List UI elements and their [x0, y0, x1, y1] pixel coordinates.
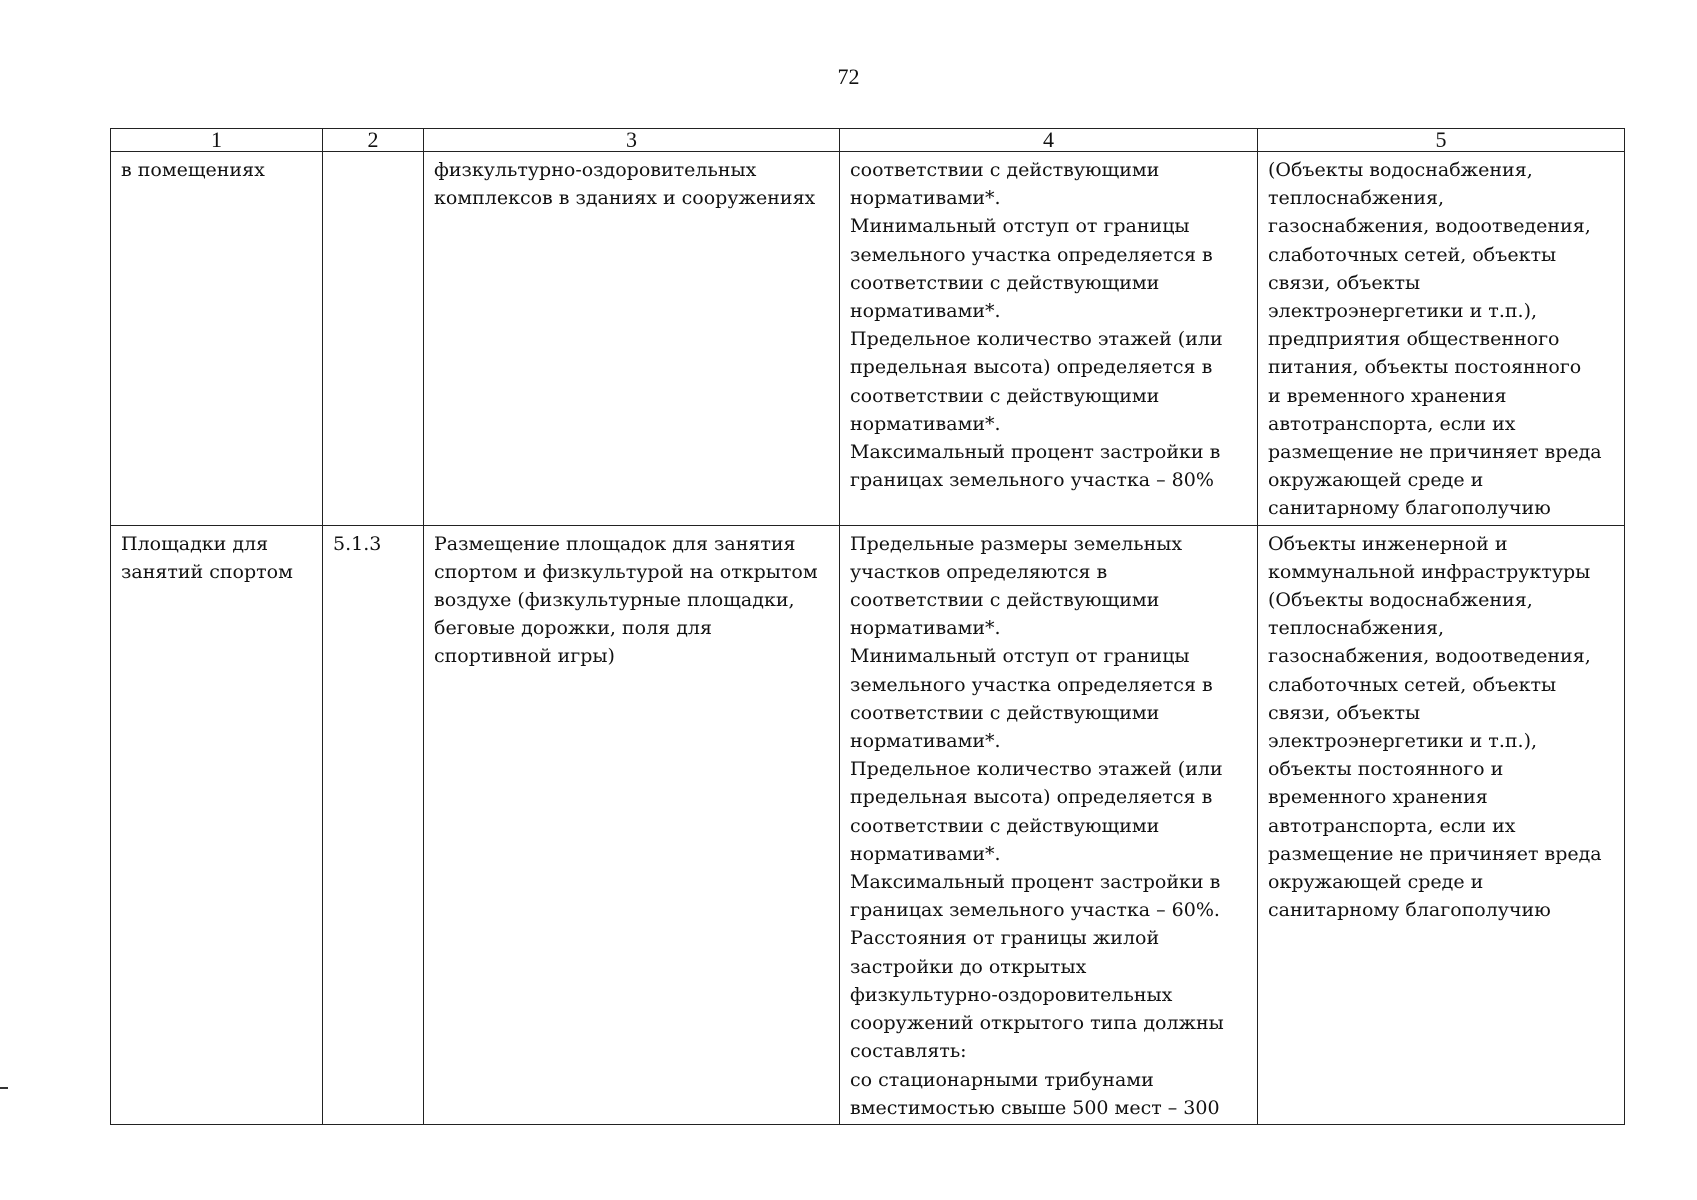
auxiliary-uses-cell	[1258, 152, 1625, 526]
cell-text-line: воздухе (физкультурные площадки,	[434, 589, 795, 612]
cell-text-line: временного хранения	[1268, 786, 1488, 809]
cell-text-line: соответствии с действующими	[850, 589, 1160, 612]
cell-text-line: границах земельного участка – 60%.	[850, 899, 1220, 922]
cell-text-line: предельная высота) определяется в	[850, 786, 1213, 809]
cell-text-line: автотранспорта, если их	[1268, 412, 1516, 435]
cell-text-line: границах земельного участка – 80%	[850, 469, 1214, 492]
cell-text-line: соответствии с действующими	[850, 271, 1160, 294]
cell-text-line: комплексов в зданиях и сооружениях	[434, 187, 816, 210]
cell-text-line: Предельные размеры земельных	[850, 532, 1183, 555]
cell-text-line: связи, объекты	[1268, 271, 1421, 294]
cell-text-line: коммунальной инфраструктуры	[1268, 560, 1591, 583]
cell-text-line: электроэнергетики и т.п.),	[1268, 300, 1538, 323]
cell-text-line: нормативами*.	[850, 730, 1001, 753]
cell-text-line: земельного участка определяется в	[850, 673, 1213, 696]
column-header: 4	[840, 129, 1258, 152]
cell-text-line: нормативами*.	[850, 412, 1001, 435]
cell-text-line: Расстояния от границы жилой	[850, 927, 1160, 950]
cell-text-line: слаботочных сетей, объекты	[1268, 243, 1557, 266]
description-cell	[424, 525, 840, 1124]
code-cell	[323, 152, 424, 526]
cell-text-line: 5.1.3	[333, 532, 382, 555]
cell-text-line: (Объекты водоснабжения,	[1268, 589, 1533, 612]
column-header: 5	[1258, 129, 1625, 152]
cell-text-line: соответствии с действующими	[850, 159, 1160, 181]
cell-text-line: Предельное количество этажей (или	[850, 328, 1223, 351]
cell-text-line: теплоснабжения,	[1268, 187, 1445, 210]
cell-text-line: теплоснабжения,	[1268, 617, 1445, 640]
cell-text-line: предприятия общественного	[1268, 328, 1560, 351]
parameters-cell	[840, 525, 1258, 1124]
description-cell	[424, 152, 840, 526]
cell-text-line: соответствии с действующими	[850, 701, 1160, 724]
cell-text-line: связи, объекты	[1268, 701, 1421, 724]
cell-text-line: со стационарными трибунами	[850, 1068, 1154, 1091]
cell-text-line: соответствии с действующими	[850, 814, 1160, 837]
cell-text-line: и временного хранения	[1268, 384, 1507, 407]
cell-text-line: Размещение площадок для занятия	[434, 532, 796, 555]
cell-text-line: питания, объекты постоянного	[1268, 356, 1582, 379]
cell-text-line: Минимальный отступ от границы	[850, 215, 1190, 238]
cell-text-line: окружающей среде и	[1268, 469, 1484, 492]
cell-text-line: размещение не причиняет вреда	[1268, 842, 1602, 865]
use-type-cell	[111, 152, 323, 526]
cell-text-line: вместимостью свыше 500 мест – 300	[850, 1096, 1220, 1119]
column-header: 1	[111, 129, 323, 152]
cell-text-line: физкультурно-оздоровительных	[434, 159, 757, 181]
cell-text-line: нормативами*.	[850, 842, 1001, 865]
cell-text-line: предельная высота) определяется в	[850, 356, 1213, 379]
cell-text-line: Максимальный процент застройки в	[850, 871, 1221, 894]
page-number: 72	[837, 64, 860, 89]
cell-text-line: санитарному благополучию	[1268, 497, 1551, 520]
cell-text-line: составлять:	[850, 1040, 967, 1063]
cell-text-line: нормативами*.	[850, 617, 1001, 640]
cell-text-line: участков определяются в	[850, 560, 1108, 583]
cell-text-line: занятий спортом	[121, 560, 293, 583]
column-header: 3	[424, 129, 840, 152]
cell-text-line: (Объекты водоснабжения,	[1268, 159, 1533, 181]
table-row	[111, 525, 1625, 1124]
auxiliary-uses-cell	[1258, 525, 1625, 1124]
cell-text-line: спортивной игры)	[434, 645, 615, 668]
code-cell	[323, 525, 424, 1124]
column-header: 2	[323, 129, 424, 152]
cell-text-line: объекты постоянного и	[1268, 758, 1504, 781]
cell-text-line: соответствии с действующими	[850, 384, 1160, 407]
cell-text-line: беговые дорожки, поля для	[434, 617, 712, 640]
cell-text-line: Максимальный процент застройки в	[850, 441, 1221, 464]
cell-text-line: нормативами*.	[850, 300, 1001, 323]
cell-text-line: газоснабжения, водоотведения,	[1268, 645, 1591, 668]
cell-text-line: сооружений открытого типа должны	[850, 1012, 1224, 1035]
cell-text-line: спортом и физкультурой на открытом	[434, 560, 818, 583]
cell-text-line: нормативами*.	[850, 187, 1001, 210]
table-header-row	[111, 129, 1625, 152]
regulations-table	[110, 128, 1625, 1125]
cell-text-line: в помещениях	[121, 159, 265, 181]
cell-text-line: окружающей среде и	[1268, 871, 1484, 894]
cell-text-line: слаботочных сетей, объекты	[1268, 673, 1557, 696]
cell-text-line: земельного участка определяется в	[850, 243, 1213, 266]
cell-text-line: застройки до открытых	[850, 955, 1087, 978]
cell-text-line: физкультурно-оздоровительных	[850, 983, 1173, 1006]
use-type-cell	[111, 525, 323, 1124]
cell-text-line: санитарному благополучию	[1268, 899, 1551, 922]
cell-text-line: Предельное количество этажей (или	[850, 758, 1223, 781]
cell-text-line: газоснабжения, водоотведения,	[1268, 215, 1591, 238]
cell-text-line: размещение не причиняет вреда	[1268, 441, 1602, 464]
cell-text-line: Площадки для	[121, 532, 269, 555]
parameters-cell	[840, 152, 1258, 526]
table-row	[111, 152, 1625, 526]
cell-text-line: автотранспорта, если их	[1268, 814, 1516, 837]
margin-mark	[0, 1087, 8, 1089]
cell-text-line: Минимальный отступ от границы	[850, 645, 1190, 668]
cell-text-line: Объекты инженерной и	[1268, 532, 1508, 555]
cell-text-line: электроэнергетики и т.п.),	[1268, 730, 1538, 753]
